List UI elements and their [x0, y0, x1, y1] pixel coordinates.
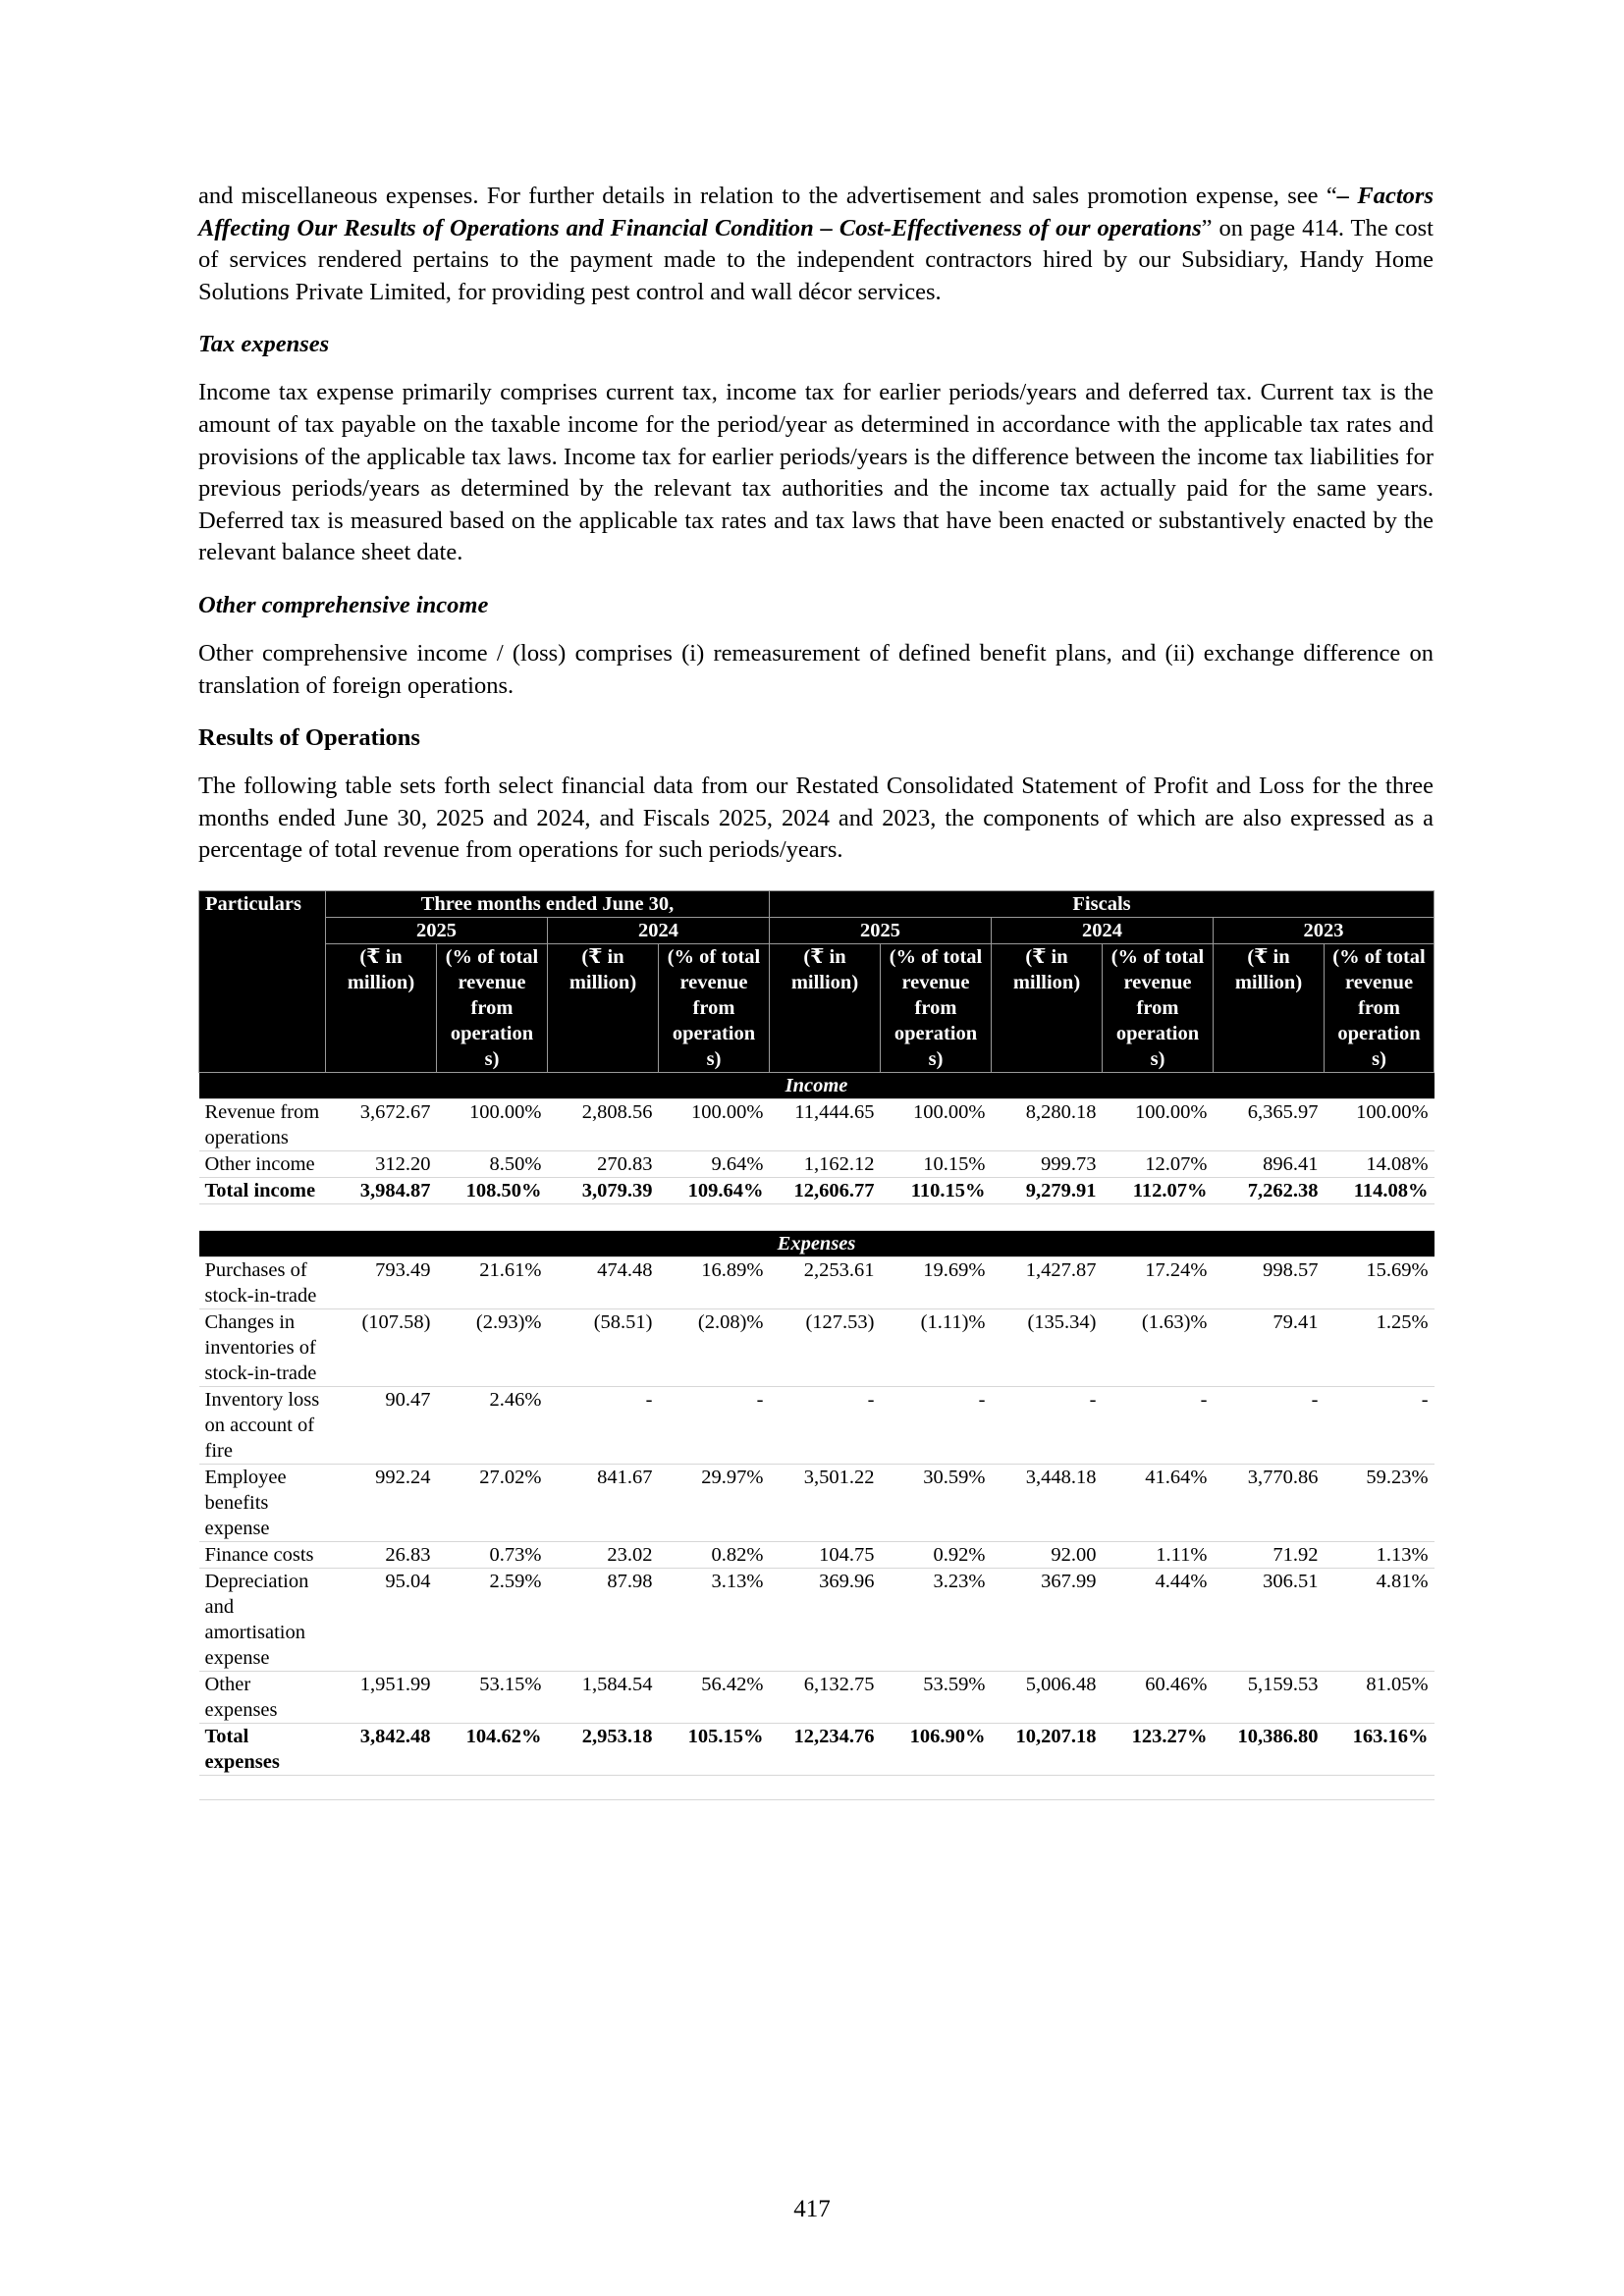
- percent-cell: 110.15%: [881, 1177, 992, 1203]
- table-row: [199, 1671, 1435, 1723]
- percent-cell: -: [881, 1386, 992, 1464]
- amount-cell: 369.96: [770, 1568, 881, 1671]
- row-label: Depreciation and amortisation expense: [199, 1568, 326, 1671]
- row-label: Purchases of stock-in-trade: [199, 1256, 326, 1308]
- amount-column-header: (₹ in million): [326, 943, 437, 1072]
- year-header: 2024: [992, 917, 1214, 943]
- amount-cell: 367.99: [992, 1568, 1103, 1671]
- percent-cell: 105.15%: [659, 1723, 770, 1775]
- amount-cell: 2,953.18: [548, 1723, 659, 1775]
- amount-cell: 3,672.67: [326, 1098, 437, 1150]
- amount-cell: 11,444.65: [770, 1098, 881, 1150]
- page-number: 417: [793, 2196, 831, 2222]
- amount-cell: 2,808.56: [548, 1098, 659, 1150]
- amount-cell: 3,448.18: [992, 1464, 1103, 1541]
- year-header: 2024: [548, 917, 770, 943]
- amount-cell: 1,584.54: [548, 1671, 659, 1723]
- amount-cell: 104.75: [770, 1541, 881, 1568]
- amount-cell: 87.98: [548, 1568, 659, 1671]
- oci-paragraph: Other comprehensive income / (loss) comprises (i) remeasurement of defined benefit plans, and (ii) exchange difference on translation of foreign operations.: [198, 639, 1434, 699]
- percent-cell: 56.42%: [659, 1671, 770, 1723]
- percent-column-header: (% of total revenue from operation s): [881, 943, 992, 1072]
- percent-cell: 114.08%: [1325, 1177, 1435, 1203]
- table-end: [199, 1775, 1435, 1799]
- amount-cell: 23.02: [548, 1541, 659, 1568]
- particulars-header: Particulars: [199, 890, 326, 1072]
- row-label: Changes in inventories of stock-in-trade: [199, 1308, 326, 1386]
- percent-cell: 4.44%: [1103, 1568, 1214, 1671]
- amount-cell: 5,159.53: [1214, 1671, 1325, 1723]
- percent-cell: 163.16%: [1325, 1723, 1435, 1775]
- amount-cell: 12,606.77: [770, 1177, 881, 1203]
- percent-column-header: (% of total revenue from operation s): [659, 943, 770, 1072]
- three-months-header: Three months ended June 30,: [326, 890, 770, 917]
- percent-cell: -: [1103, 1386, 1214, 1464]
- percent-cell: 109.64%: [659, 1177, 770, 1203]
- percent-cell: 108.50%: [437, 1177, 548, 1203]
- amount-cell: 474.48: [548, 1256, 659, 1308]
- percent-column-header: (% of total revenue from operation s): [1325, 943, 1435, 1072]
- percent-cell: 0.82%: [659, 1541, 770, 1568]
- amount-cell: 270.83: [548, 1150, 659, 1177]
- intro-paragraph: [198, 181, 1434, 308]
- percent-cell: 100.00%: [1103, 1098, 1214, 1150]
- percent-cell: (1.63)%: [1103, 1308, 1214, 1386]
- amount-cell: 26.83: [326, 1541, 437, 1568]
- percent-cell: 2.59%: [437, 1568, 548, 1671]
- percent-cell: 104.62%: [437, 1723, 548, 1775]
- percent-cell: 123.27%: [1103, 1723, 1214, 1775]
- amount-cell: 999.73: [992, 1150, 1103, 1177]
- percent-cell: 9.64%: [659, 1150, 770, 1177]
- percent-cell: 19.69%: [881, 1256, 992, 1308]
- percent-cell: 53.15%: [437, 1671, 548, 1723]
- percent-cell: 112.07%: [1103, 1177, 1214, 1203]
- amount-cell: (107.58): [326, 1308, 437, 1386]
- percent-cell: 53.59%: [881, 1671, 992, 1723]
- amount-column-header: (₹ in million): [548, 943, 659, 1072]
- percent-cell: (2.08)%: [659, 1308, 770, 1386]
- oci-heading: Other comprehensive income: [198, 591, 489, 618]
- table-row: [199, 1150, 1435, 1177]
- amount-cell: 3,984.87: [326, 1177, 437, 1203]
- percent-column-header: (% of total revenue from operation s): [437, 943, 548, 1072]
- year-header: 2025: [770, 917, 992, 943]
- percent-cell: 100.00%: [1325, 1098, 1435, 1150]
- amount-cell: 3,079.39: [548, 1177, 659, 1203]
- year-header: 2025: [326, 917, 548, 943]
- percent-cell: 100.00%: [437, 1098, 548, 1150]
- amount-cell: 71.92: [1214, 1541, 1325, 1568]
- percent-cell: 1.11%: [1103, 1541, 1214, 1568]
- percent-cell: 0.73%: [437, 1541, 548, 1568]
- amount-cell: 10,386.80: [1214, 1723, 1325, 1775]
- amount-cell: (135.34): [992, 1308, 1103, 1386]
- amount-cell: 12,234.76: [770, 1723, 881, 1775]
- amount-cell: 793.49: [326, 1256, 437, 1308]
- intro-text-b: ” on page 414. The cost of services rendered pertains to the payment made to the independent contractors hired by our Subsidiary, Handy Home Solutions Private Limited, for providing pest control and wall décor services.: [198, 214, 1434, 305]
- amount-cell: 3,501.22: [770, 1464, 881, 1541]
- percent-cell: 21.61%: [437, 1256, 548, 1308]
- tax-paragraph: Income tax expense primarily comprises current tax, income tax for earlier periods/years and deferred tax. Current tax is the amount of tax payable on the taxable income for the period/year as determined in accordance with the applicable tax rates and provisions of the applicable tax laws. Income tax for earlier periods/years is the difference between the income tax liabilities for previous periods/years as determined by the relevant tax authorities and the income tax actually paid for the same years. Deferred tax is measured based on the applicable tax rates and tax laws that have been enacted or substantively enacted by the relevant balance sheet date.: [198, 379, 1434, 566]
- amount-cell: 896.41: [1214, 1150, 1325, 1177]
- percent-cell: 2.46%: [437, 1386, 548, 1464]
- percent-cell: 17.24%: [1103, 1256, 1214, 1308]
- table-row: [199, 1464, 1435, 1541]
- cross-reference: – Factors Affecting Our Results of Operations and Financial Condition – Cost-Effectiveness of our operations: [198, 183, 1435, 241]
- results-paragraph: The following table sets forth select financial data from our Restated Consolidated Statement of Profit and Loss for the three months ended June 30, 2025 and 2024, and Fiscals 2025, 2024 and 2023, the components of which are also expressed as a percentage of total revenue from operations for such periods/years.: [198, 773, 1434, 864]
- percent-cell: 16.89%: [659, 1256, 770, 1308]
- amount-cell: -: [548, 1386, 659, 1464]
- percent-column-header: (% of total revenue from operation s): [1103, 943, 1214, 1072]
- percent-cell: -: [1325, 1386, 1435, 1464]
- year-header: 2023: [1214, 917, 1435, 943]
- expenses-section: [199, 1230, 1435, 1775]
- amount-cell: 5,006.48: [992, 1671, 1103, 1723]
- row-label: Revenue from operations: [199, 1098, 326, 1150]
- tax-heading: Tax expenses: [198, 331, 330, 358]
- expenses-band: Expenses: [199, 1230, 1435, 1256]
- percent-cell: 3.23%: [881, 1568, 992, 1671]
- percent-cell: 4.81%: [1325, 1568, 1435, 1671]
- section-spacer: [199, 1203, 1435, 1230]
- table-row: [199, 1568, 1435, 1671]
- percent-cell: 106.90%: [881, 1723, 992, 1775]
- amount-column-header: (₹ in million): [992, 943, 1103, 1072]
- table-row: [199, 1723, 1435, 1775]
- percent-cell: 10.15%: [881, 1150, 992, 1177]
- percent-cell: 100.00%: [659, 1098, 770, 1150]
- percent-cell: 14.08%: [1325, 1150, 1435, 1177]
- income-section: [199, 1072, 1435, 1203]
- amount-cell: -: [992, 1386, 1103, 1464]
- amount-cell: 1,951.99: [326, 1671, 437, 1723]
- amount-cell: 9,279.91: [992, 1177, 1103, 1203]
- table-row: [199, 1308, 1435, 1386]
- amount-cell: 7,262.38: [1214, 1177, 1325, 1203]
- amount-cell: (58.51): [548, 1308, 659, 1386]
- percent-cell: 100.00%: [881, 1098, 992, 1150]
- amount-cell: 3,842.48: [326, 1723, 437, 1775]
- amount-cell: 312.20: [326, 1150, 437, 1177]
- amount-cell: 79.41: [1214, 1308, 1325, 1386]
- amount-cell: (127.53): [770, 1308, 881, 1386]
- percent-cell: 41.64%: [1103, 1464, 1214, 1541]
- percent-cell: 59.23%: [1325, 1464, 1435, 1541]
- amount-cell: 841.67: [548, 1464, 659, 1541]
- income-band: Income: [199, 1072, 1435, 1098]
- amount-cell: -: [770, 1386, 881, 1464]
- amount-cell: 992.24: [326, 1464, 437, 1541]
- amount-column-header: (₹ in million): [770, 943, 881, 1072]
- table-row: [199, 1098, 1435, 1150]
- percent-cell: 81.05%: [1325, 1671, 1435, 1723]
- row-label: Other expenses: [199, 1671, 326, 1723]
- percent-cell: 15.69%: [1325, 1256, 1435, 1308]
- percent-cell: 3.13%: [659, 1568, 770, 1671]
- amount-cell: 90.47: [326, 1386, 437, 1464]
- percent-cell: 12.07%: [1103, 1150, 1214, 1177]
- results-heading: Results of Operations: [198, 724, 420, 752]
- amount-cell: 306.51: [1214, 1568, 1325, 1671]
- percent-cell: 1.13%: [1325, 1541, 1435, 1568]
- table-row: [199, 1386, 1435, 1464]
- row-label: Total income: [199, 1177, 326, 1203]
- percent-cell: 29.97%: [659, 1464, 770, 1541]
- table-row: [199, 1256, 1435, 1308]
- fiscals-header: Fiscals: [770, 890, 1435, 917]
- amount-cell: 2,253.61: [770, 1256, 881, 1308]
- amount-cell: 1,427.87: [992, 1256, 1103, 1308]
- percent-cell: (1.11)%: [881, 1308, 992, 1386]
- row-label: Employee benefits expense: [199, 1464, 326, 1541]
- table-row: [199, 1541, 1435, 1568]
- results-table: [198, 890, 1435, 1800]
- amount-column-header: (₹ in million): [1214, 943, 1325, 1072]
- row-label: Other income: [199, 1150, 326, 1177]
- row-label: Finance costs: [199, 1541, 326, 1568]
- percent-cell: 8.50%: [437, 1150, 548, 1177]
- amount-cell: 998.57: [1214, 1256, 1325, 1308]
- amount-cell: 8,280.18: [992, 1098, 1103, 1150]
- amount-cell: -: [1214, 1386, 1325, 1464]
- percent-cell: 27.02%: [437, 1464, 548, 1541]
- table-row: [199, 1177, 1435, 1203]
- row-label: Inventory loss on account of fire: [199, 1386, 326, 1464]
- percent-cell: 60.46%: [1103, 1671, 1214, 1723]
- amount-cell: 6,365.97: [1214, 1098, 1325, 1150]
- document-page: [198, 181, 1434, 1800]
- percent-cell: 30.59%: [881, 1464, 992, 1541]
- amount-cell: 3,770.86: [1214, 1464, 1325, 1541]
- intro-text-a: and miscellaneous expenses. For further details in relation to the advertisement and sales promotion expense, see “: [198, 183, 1337, 209]
- amount-cell: 6,132.75: [770, 1671, 881, 1723]
- percent-cell: 0.92%: [881, 1541, 992, 1568]
- amount-cell: 1,162.12: [770, 1150, 881, 1177]
- amount-cell: 92.00: [992, 1541, 1103, 1568]
- row-label: Total expenses: [199, 1723, 326, 1775]
- percent-cell: 1.25%: [1325, 1308, 1435, 1386]
- percent-cell: -: [659, 1386, 770, 1464]
- amount-cell: 10,207.18: [992, 1723, 1103, 1775]
- percent-cell: (2.93)%: [437, 1308, 548, 1386]
- amount-cell: 95.04: [326, 1568, 437, 1671]
